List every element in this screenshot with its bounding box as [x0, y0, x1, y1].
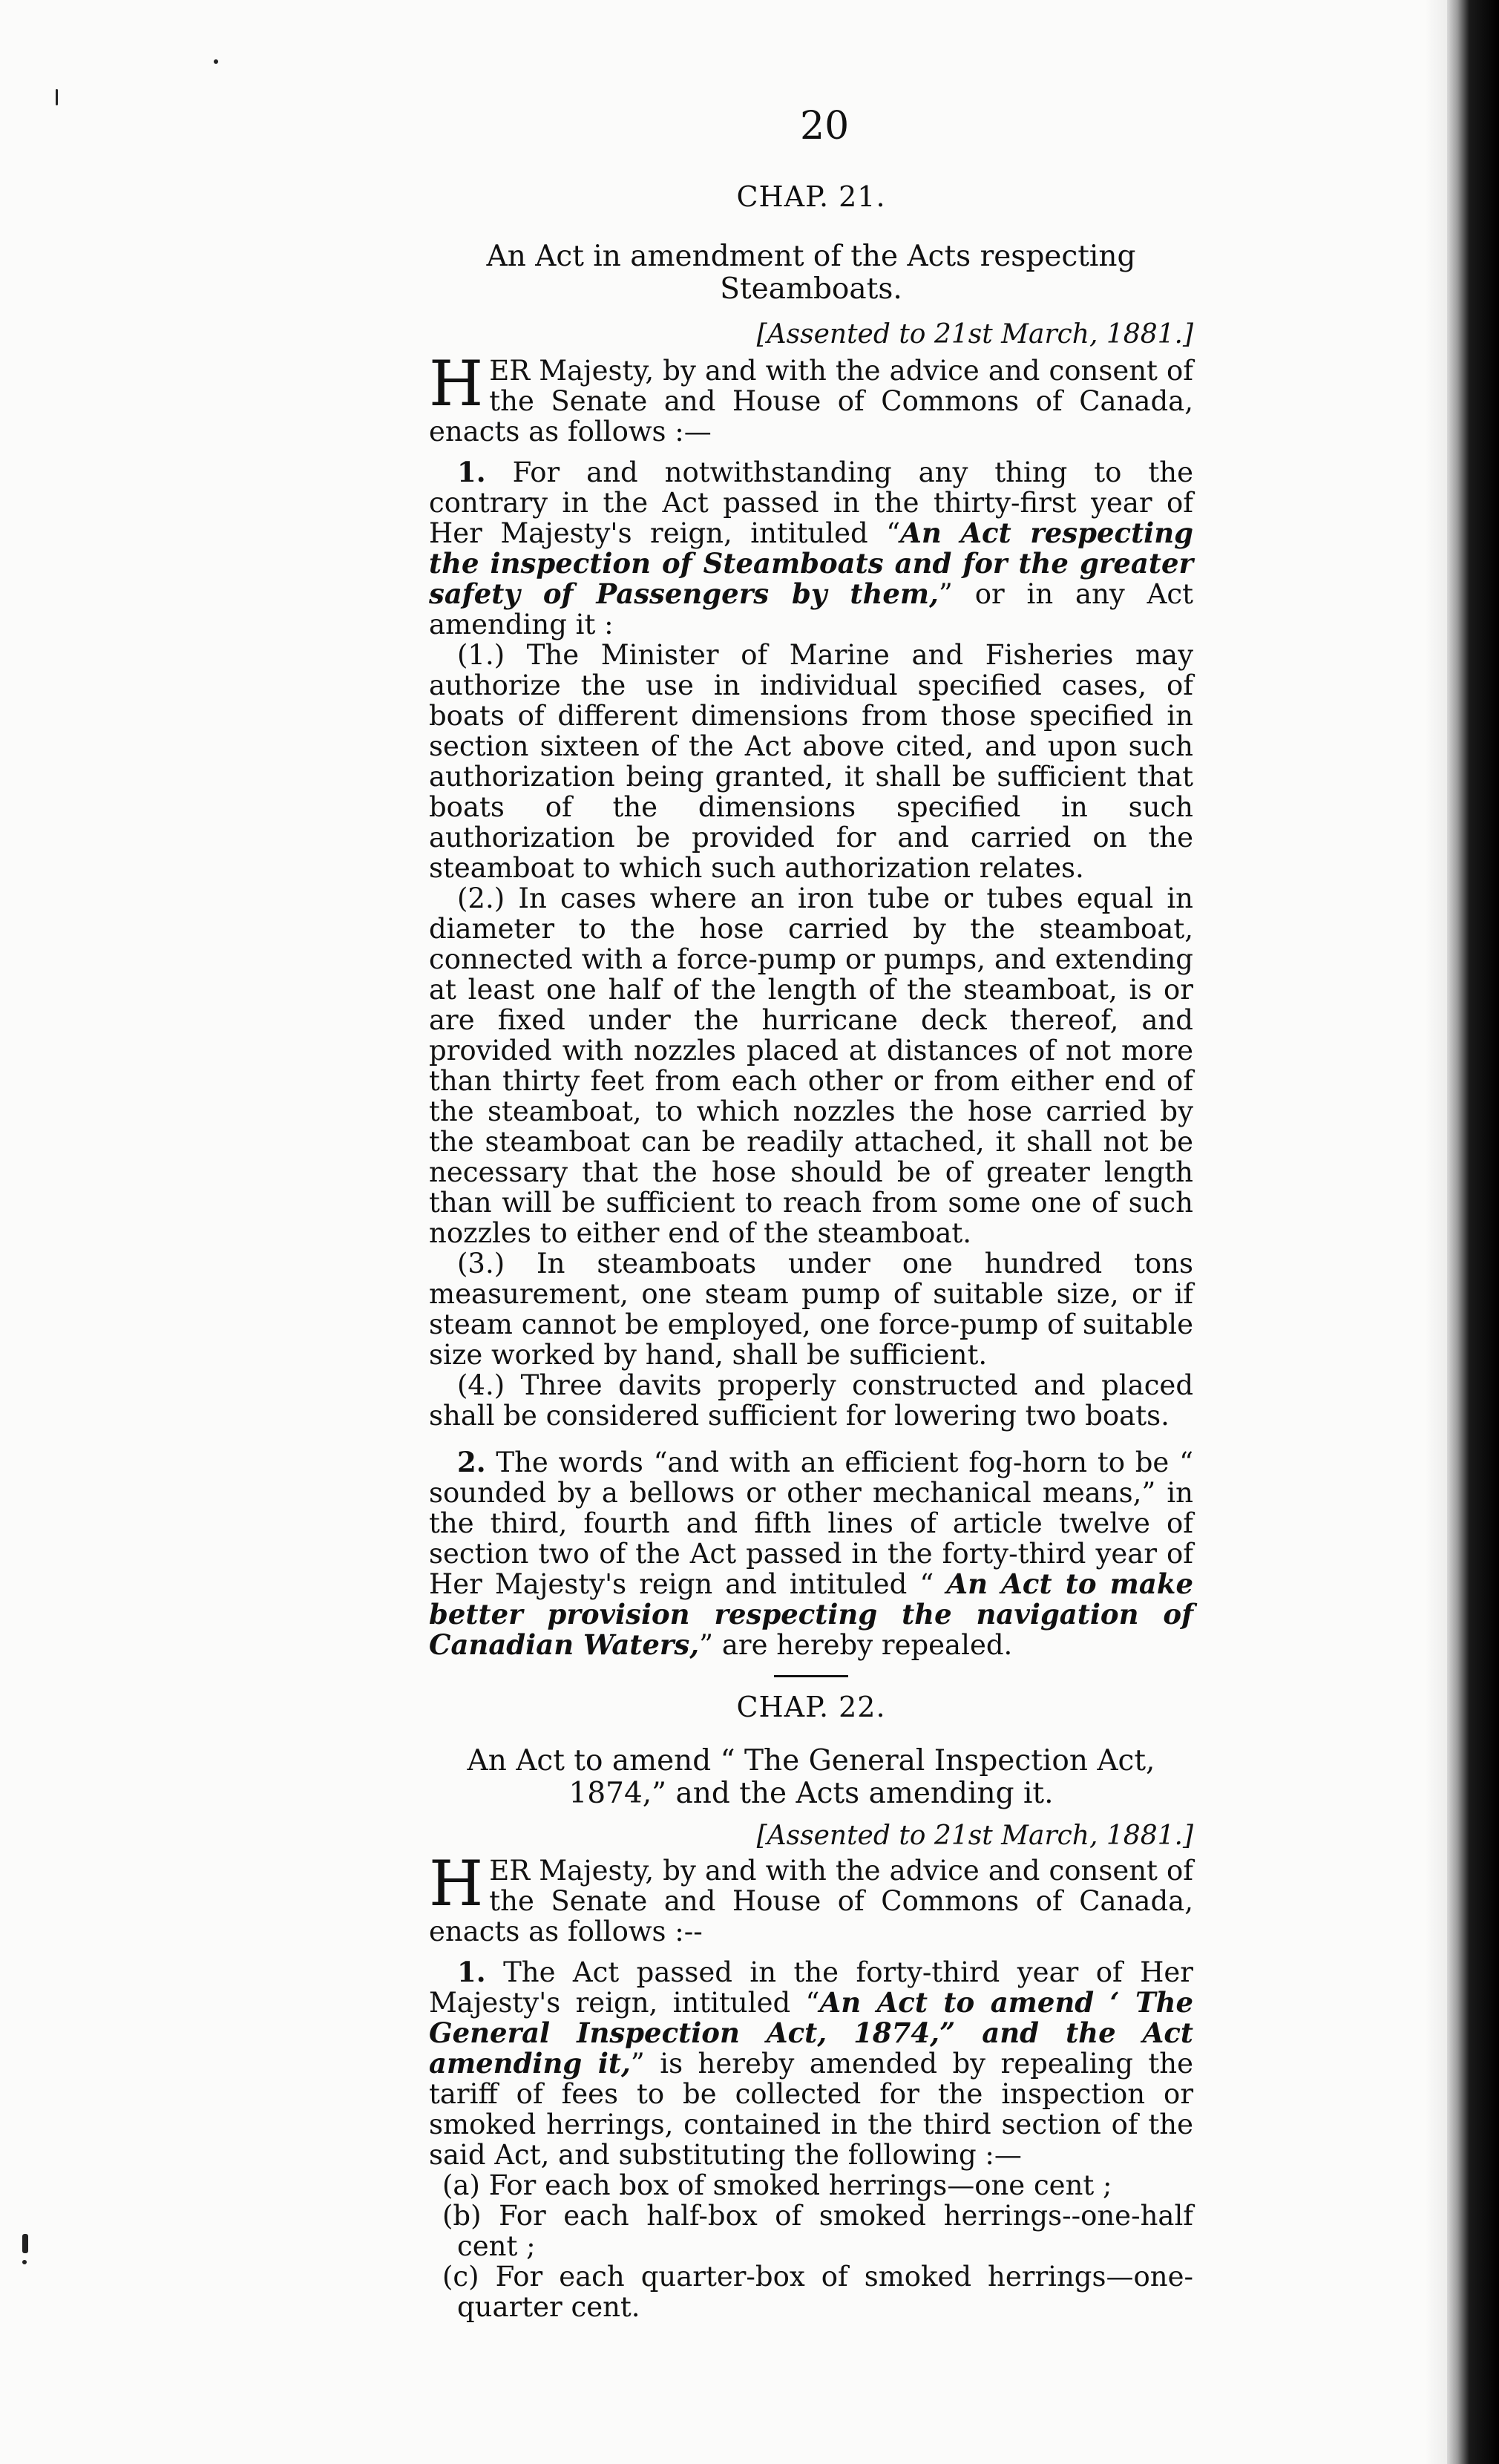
subsection-2: (2.) In cases where an iron tube or tubes equal in diameter to the hose carried by the steamboat, connected with a force-pump or pumps, and extending at least one half of the length of the steamboat, is or are fixed under the hurricane deck thereof, and provided with nozzles placed at distances of not more than thirty feet from each other or from either end of the steamboat, to which nozzles the hose carried by the steamboat can be readily attached, it shall not be necessary that the hose should be of greater length than will be sufficient to reach from some one of such nozzles to either end of the steamboat.: [429, 882, 1193, 1249]
section-text: ” or in any Act amending it :: [429, 578, 1193, 640]
chapter-22-assent: [Assented to 21st March, 1881.]: [756, 1821, 1193, 1851]
chapter-22-heading: CHAP. 22.: [736, 1691, 886, 1723]
chapter-22-title: An Act to amend “ The General Inspection Act, 1874,” and the Acts amending it.: [467, 1744, 1155, 1810]
tariff-item-a: (a) For each box of smoked herrings—one cent ;: [442, 2169, 1112, 2201]
drop-cap: H: [429, 347, 484, 420]
scan-speck: [214, 59, 218, 64]
scan-speck: [56, 89, 58, 105]
chapter-21-section-2: [429, 1447, 1193, 1660]
section-text: The Act passed in the forty-third year of Her Majesty's reign, intituled “: [429, 1956, 1193, 2019]
section-text: The words “and with an efficient fog-horn to be “ sounded by a bellows or other mechanical means,” in the third, fourth and fifth lines of article twelve of section two of the Act passed in the forty-third year of Her Majesty's reign and intituled “: [429, 1446, 1193, 1600]
section-number: 2.: [457, 1446, 486, 1478]
scan-border: [1447, 0, 1499, 2464]
chapter-21-heading: CHAP. 21.: [736, 180, 886, 213]
section-text: ” are hereby repealed.: [699, 1629, 1013, 1661]
tariff-item-c: (c) For each quarter-box of smoked herrings—one-quarter cent.: [442, 2261, 1193, 2323]
chapter-21-section-1: [429, 457, 1193, 640]
section-number: 1.: [457, 456, 486, 488]
act-title: An Act to amend ‘ The General Inspection Act, 1874,” and the Act amending it,: [429, 1986, 1194, 2080]
enacting-text: ER Majesty, by and with the advice and consent of the Senate and House of Commons of Canada, enacts as follows :—: [429, 355, 1193, 448]
section-number: 1.: [457, 1956, 486, 1988]
chapter-21-enacting-clause: [429, 347, 1193, 448]
section-divider: [774, 1675, 848, 1677]
section-text: ” is hereby amended by repealing the tariff of fees to be collected for the inspection or smoked herrings, contained in the third section of the said Act, and substituting the following :—: [429, 2048, 1193, 2171]
chapter-21-assent: [Assented to 21st March, 1881.]: [756, 319, 1193, 350]
act-title: An Act to make better provision respecting the navigation of Canadian Waters,: [429, 1567, 1193, 1661]
chapter-22-section-1: [429, 1957, 1193, 2170]
chapter-21-title: An Act in amendment of the Acts respecting Steamboats.: [486, 240, 1136, 306]
scan-speck: [22, 2260, 27, 2264]
document-body: [429, 0, 1193, 2322]
subsection-4: (4.) Three davits properly constructed and placed shall be considered sufficient for lowering two boats.: [429, 1369, 1193, 1432]
tariff-item-b: (b) For each half-box of smoked herrings--one-half cent ;: [442, 2200, 1193, 2262]
act-title: An Act respecting the inspection of Steamboats and for the greater safety of Passengers by them,: [429, 517, 1193, 610]
enacting-text: ER Majesty, by and with the advice and consent of the Senate and House of Commons of Canada, enacts as follows :--: [429, 1855, 1193, 1947]
scan-speck: [22, 2234, 28, 2253]
page-number: 20: [800, 104, 850, 148]
drop-cap: H: [429, 1847, 484, 1920]
chapter-22-enacting-clause: [429, 1847, 1193, 1947]
section-text: For and notwithstanding any thing to the contrary in the Act passed in the thirty-first year of Her Majesty's reign, intituled “: [429, 456, 1193, 549]
subsection-3: (3.) In steamboats under one hundred tons measurement, one steam pump of suitable size, or if steam cannot be employed, one force-pump of suitable size worked by hand, shall be sufficient.: [429, 1248, 1193, 1371]
subsection-1: (1.) The Minister of Marine and Fisheries may authorize the use in individual specified cases, of boats of different dimensions from those specified in section sixteen of the Act above cited, and upon such authorization being granted, it shall be sufficient that boats of the dimensions specified in such authorization be provided for and carried on the steamboat to which such authorization relates.: [429, 639, 1193, 884]
